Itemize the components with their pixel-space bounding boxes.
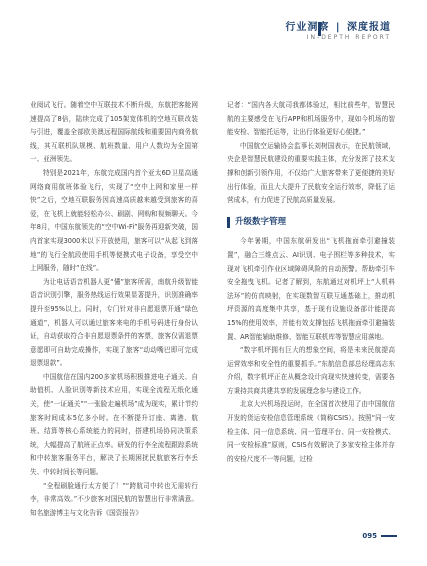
- paragraph: 记者：“国内各大航司我都体验过，相比前些年，智慧民航的主要感受在飞行APP和机场服务中，现如今机场的智能安检、智能托运等，让出行体验更好心便捷。”: [227, 101, 395, 137]
- paragraph: “全程刷脸通行太方便了！”“跨航司中转也无需转行李，非常高效。”不少旅客对国民航的智慧出行非常满意。知名旅游博主与文化告诉《国资报告》: [30, 481, 198, 517]
- page-number: [362, 532, 397, 540]
- paragraph: 业阅试飞行。随着空中互联技术不断升级，东航把客舱网速提高了8倍，陆续完成了105架宽体机的空地互联改装与引进，覆盖全部欧美澳远程国际航线和重要国内商务航线，其互联机队规模、航班数量、用户人数均为全国第一、亚洲领先。: [30, 101, 198, 164]
- left-column: [30, 99, 198, 520]
- header-title-right: 深度报道: [347, 22, 391, 33]
- paragraph: 今年暑期，中国东航研发出“飞机拖面牵引避撞装置”，融合三维点云、AI识别、电子围栏等多种技术，实现对飞机牵引作业区域障碍风险的自动预警。帮助牵引车安全拖曳飞机。记者了解到，东航通过对机坪上“人机料法环”的仿真映射，在实现数智互联互通基础上，推动机坪资源的高度集中共享，基于现有设施设备部计能提高15%的使用效率，并能有效支撑包括飞机拖面牵引避撞装置、AR智能辅助维修、智能互联机库等智慧应用落地。: [227, 237, 395, 341]
- page-number-text: 095: [362, 532, 377, 540]
- right-column: [227, 99, 395, 466]
- page-header: [285, 18, 391, 41]
- header-title-left: 行业洞察: [285, 22, 330, 33]
- section-heading-bar: [227, 217, 230, 228]
- paragraph: “数字机坪拥有巨大的想象空间，将是未来民航提高运营效率和安全性的重要抓手。”东航信息部总经理高志东介绍，数字机坪正在从概念设计向现实快速转变，需要各方秉持共商共建共享的发展理念参与建设工作。: [227, 346, 395, 395]
- section-heading: [227, 216, 395, 230]
- paragraph: 特别是2021年，东航完成国内首个亚太6D卫星高通网络商用航班体验飞行，实现了“空中上网和家里一样快”之后，空地互联服务因高速高质越来越受到旅客的喜爱，在飞机上就能轻松办公、刷剧、网购和视频聊天。今年8月，中国东航领先的“空中Wi-Fi”服务再迎新突破，国内首家实现3000米以下开放使用，旅客可以“从起飞到落地”的飞行全航段使用手机等便携式电子设备，享受空中上网服务，随时“在线”。: [30, 168, 198, 273]
- section-heading-text: 升级数字管理: [235, 216, 287, 227]
- paragraph: 中国航空运输协会监事长刘树国表示，在民航领域，央企是智慧民航建设的重要实践主体，充分发挥了技术支撑和创新引领作用，不仅给广大旅客带来了更便捷的美好出行体验，而且大大提升了民航安全运行效率，降低了运营成本，有力促进了民航高质量发展。: [227, 141, 395, 205]
- header-subtitle: IN-DEPTH REPORT: [306, 34, 391, 41]
- header-separator: |: [335, 22, 341, 33]
- paragraph: 中国航信在国内200多家机场积极推进电子通关、自助值机、人脸识别等新技术应用，实现全流程无纸化通关，使“一证通关”“一张脸走遍机场”成为现实，累计节约旅客时间成本5亿多小时。在不断提升订座、离港、航班、结算等核心系统能力的同时，搭建机场协同决策系统，大幅提高了航班正点率。研发的行李全流程跟踪系统和中转旅客服务平台，解决了长期困扰民航旅客行李丢失、中转时间长等问题。: [30, 372, 198, 477]
- page-number-mark: [381, 535, 397, 537]
- paragraph: 北京大兴机场投运时，在全国首次使用了由中国航信开发的货运安检信息管理系统（简称CSIS）。按照“同一安检主体、同一信息系统、同一管理平台、同一安检模式、同一安检标准”原则，CSIS有效解决了多家安检主体并存的安检尺度不一等问题，过检: [227, 400, 395, 463]
- paragraph: 为让电话语音机器人更“懂”旅客所需，南航升级智能语音识别引擎，服务热线运行效果显著提升，识别准确率提升至95%以上。同时，专门针对非自愿退票开通“绿色通道”，机器人可以通过旅客来电的手机号码进行身份认证，自动获取符合非自愿退票条件的客票，旅客仅需退票意愿即可自助完成操作，实现了旅客“动动嘴巴即可完成退票退款”。: [30, 277, 198, 368]
- header-title: [285, 18, 391, 33]
